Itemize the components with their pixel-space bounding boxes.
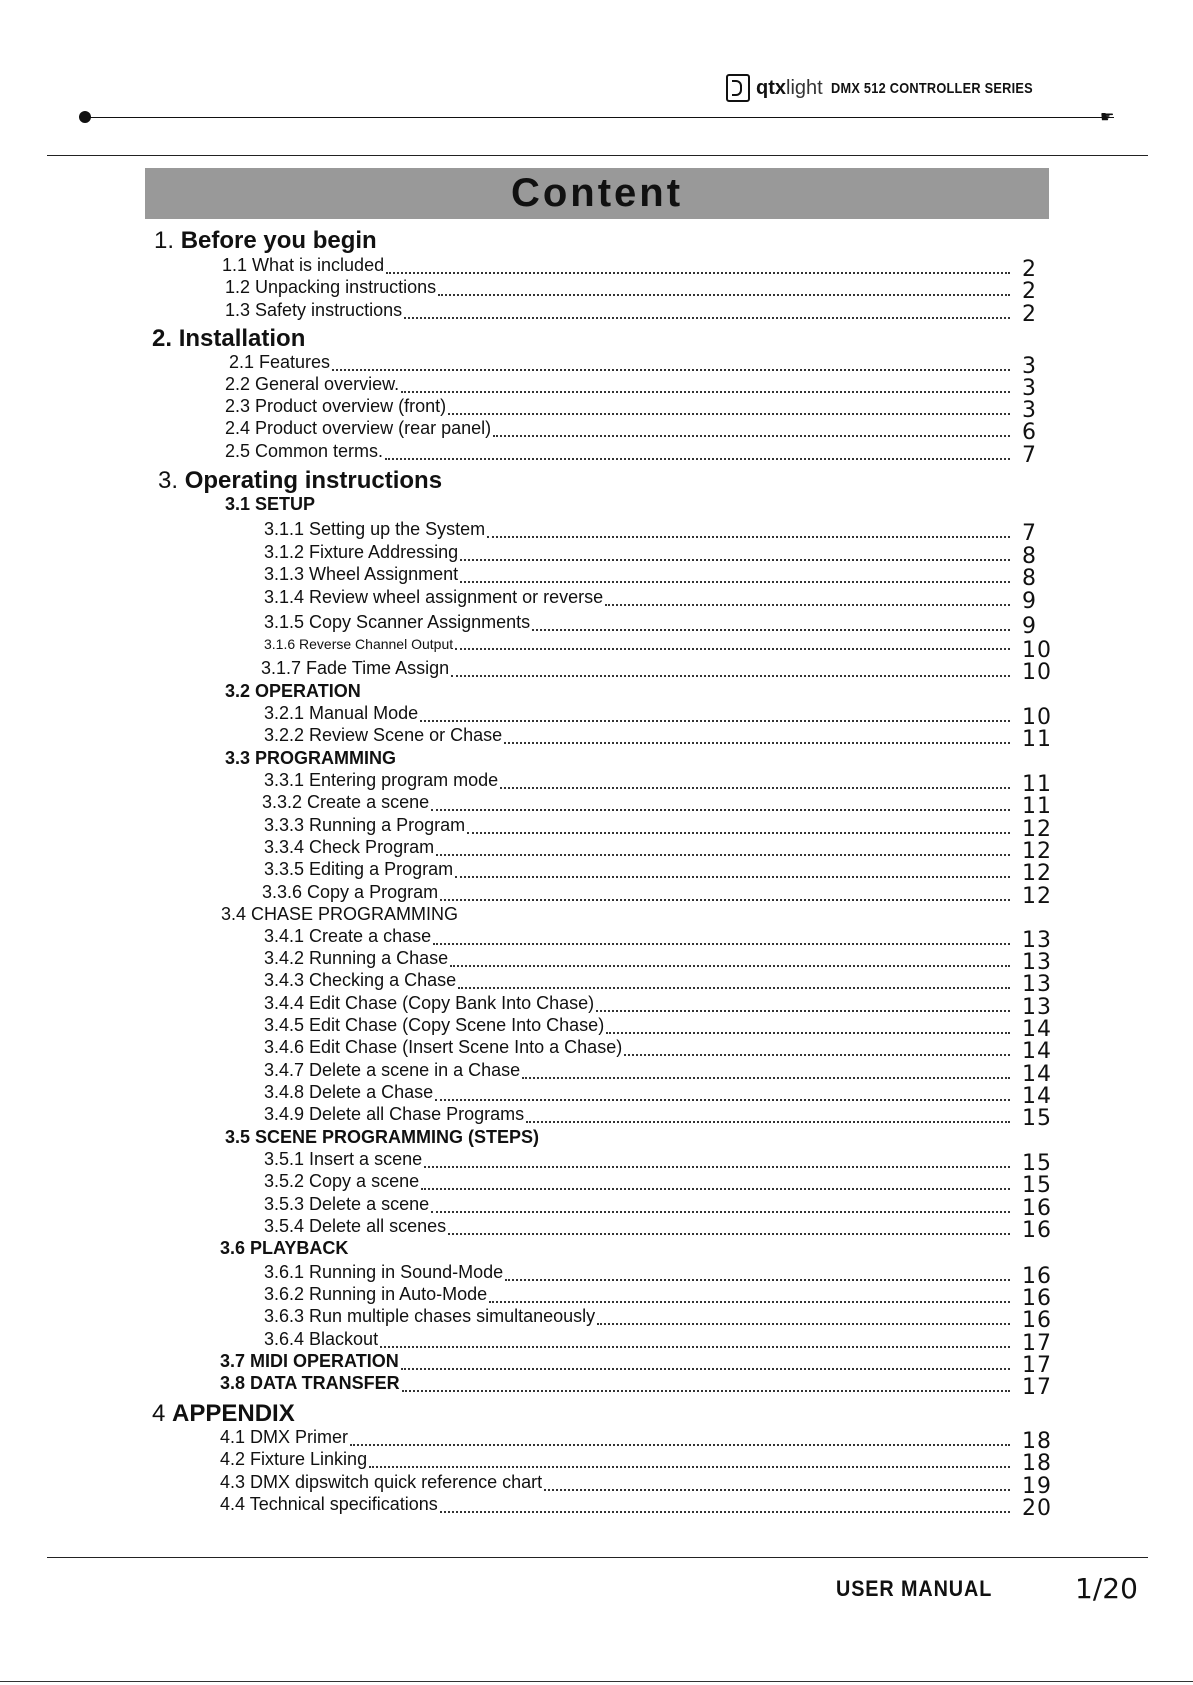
toc-dot-leader [532,629,1010,631]
toc-label: 3.1.6 Reverse Channel Output [264,636,454,652]
toc-page-number: 10 [1022,660,1052,685]
toc-dot-leader [458,987,1010,989]
toc-label: 1.2 Unpacking instructions [225,277,437,297]
toc-label: 2.4 Product overview (rear panel) [225,418,492,438]
toc-page-number: 8 [1022,544,1037,569]
toc-label: 3.3.3 Running a Program [264,815,466,835]
toc-entry [0,564,1193,591]
toc-entry [0,1194,1193,1221]
toc-label: 3.4.7 Delete a scene in a Chase [264,1060,521,1080]
toc-page-number: 12 [1022,884,1052,909]
toc-page-number: 13 [1022,928,1052,953]
toc-page-number: 10 [1022,705,1052,730]
toc-label: 3.6.2 Running in Auto-Mode [264,1284,488,1304]
toc-entry [0,441,1193,468]
toc-label: 3.4.2 Running a Chase [264,948,449,968]
toc-dot-leader [436,854,1010,856]
toc-page-number: 16 [1022,1218,1052,1243]
series-label: DMX 512 CONTROLLER SERIES [830,79,1033,97]
toc-section-title: Installation [178,325,306,352]
toc-label: 3.3.5 Editing a Program [264,859,454,879]
toc-page-number: 6 [1022,420,1037,445]
toc-page-number: 13 [1022,995,1052,1020]
toc-section-number: 2. [152,325,173,352]
toc-page-number: 13 [1022,950,1052,975]
toc-entry [0,1104,1193,1131]
toc-dot-leader [467,832,1010,834]
toc-dot-leader [440,1511,1010,1513]
toc-entry [0,227,1193,254]
toc-entry [0,325,1193,352]
toc-dot-leader [402,1390,1010,1392]
page-title: Content [510,171,684,215]
toc-entry [0,770,1193,797]
toc-dot-leader [350,1444,1010,1446]
toc-page-number: 2 [1022,279,1037,304]
toc-entry [0,1060,1193,1087]
toc-entry [0,904,1193,926]
toc-label: 2.5 Common terms. [225,441,384,461]
toc-dot-leader [448,1233,1010,1235]
toc-dot-leader [386,272,1010,274]
toc-label: 3.5.3 Delete a scene [264,1194,430,1214]
toc-label: 2.2 General overview. [225,374,400,394]
toc-entry [0,882,1193,909]
toc-page-number: 2 [1022,257,1037,282]
toc-page-number: 14 [1022,1062,1052,1087]
toc-section-title: APPENDIX [172,1400,295,1427]
toc-entry [0,725,1193,752]
toc-label: 3.8 DATA TRANSFER [220,1373,400,1393]
toc-dot-leader [597,1323,1010,1325]
toc-label: 3.4.4 Edit Chase (Copy Bank Into Chase) [264,993,595,1013]
toc-dot-leader [431,1211,1010,1213]
toc-entry [0,993,1193,1020]
toc-dot-leader [433,943,1010,945]
toc-entry [0,1329,1193,1356]
toc-dot-leader [522,1077,1010,1079]
toc-label: 3.1.5 Copy Scanner Assignments [264,612,531,632]
toc-entry [0,948,1193,975]
toc-label: 3.1.1 Setting up the System [264,519,486,539]
top-divider [47,155,1148,156]
toc-page-number: 14 [1022,1039,1052,1064]
toc-entry [0,542,1193,569]
toc-label: 3.6.4 Blackout [264,1329,379,1349]
toc-page-number: 7 [1022,521,1037,546]
toc-page-number: 19 [1022,1474,1052,1499]
toc-dot-leader [424,1166,1010,1168]
toc-dot-leader [460,559,1010,561]
toc-label: 1.1 What is included [222,255,385,275]
toc-entry [0,1171,1193,1198]
toc-dot-leader [440,899,1010,901]
toc-page-number: 9 [1022,589,1037,614]
toc-label [152,1400,295,1428]
toc-entry [0,815,1193,842]
toc-entry [0,681,1193,703]
toc-label: 2.1 Features [229,352,331,372]
toc-dot-leader [420,720,1010,722]
toc-entry [0,1238,1193,1260]
toc-page-number: 3 [1022,398,1037,423]
toc-entry [0,300,1193,327]
toc-label: 3.4 CHASE PROGRAMMING [221,904,459,924]
toc-label: 3.5.4 Delete all scenes [264,1216,447,1236]
toc-label: 3.3.6 Copy a Program [262,882,439,902]
toc-dot-leader [489,1301,1010,1303]
content-title-bar [145,168,1049,219]
toc-page-number: 16 [1022,1308,1052,1333]
page-edge-rule [0,1681,1193,1682]
toc-label: 3.3.2 Create a scene [262,792,430,812]
toc-label: 3.4.3 Checking a Chase [264,970,457,990]
toc-dot-leader [460,581,1010,583]
toc-entry [0,1494,1193,1521]
toc-label: 3.1.2 Fixture Addressing [264,542,459,562]
toc-entry [0,494,1193,516]
toc-dot-leader [526,1121,1010,1123]
toc-dot-leader [493,435,1010,437]
toc-label: 3.4.6 Edit Chase (Insert Scene Into a Chase) [264,1037,623,1057]
toc-page-number: 16 [1022,1196,1052,1221]
toc-dot-leader [455,876,1010,878]
toc-label: 3.6.3 Run multiple chases simultaneously [264,1306,596,1326]
toc-page-number: 12 [1022,817,1052,842]
toc-label: 3.7 MIDI OPERATION [220,1351,399,1371]
toc-page-number: 14 [1022,1017,1052,1042]
toc-dot-leader [606,1032,1010,1034]
toc-entry [0,703,1193,730]
toc-label: 3.2.2 Review Scene or Chase [264,725,503,745]
toc-page-number: 15 [1022,1106,1052,1131]
toc-label: 3.1 SETUP [225,494,316,514]
toc-page-number: 11 [1022,727,1052,752]
toc-entry [0,1216,1193,1243]
toc-entry [0,748,1193,770]
toc-page-number: 15 [1022,1151,1052,1176]
toc-label [152,325,305,353]
toc-entry [0,1400,1193,1427]
toc-dot-leader [421,1188,1010,1190]
toc-dot-leader [624,1054,1010,1056]
header-rule [84,117,1114,118]
toc-page-number: 20 [1022,1496,1052,1521]
toc-page-number: 17 [1022,1353,1052,1378]
toc-label: 1.3 Safety instructions [225,300,403,320]
toc-page-number: 14 [1022,1084,1052,1109]
toc-label: 3.4.8 Delete a Chase [264,1082,434,1102]
toc-label: 3.6.1 Running in Sound-Mode [264,1262,504,1282]
toc-section-number: 3. [158,467,179,494]
toc-section-title: Before you begin [180,227,377,254]
toc-entry [0,1351,1193,1378]
toc-label: 4.3 DMX dipswitch quick reference chart [220,1472,543,1492]
toc-page-number: 18 [1022,1451,1052,1476]
toc-dot-leader [332,369,1010,371]
toc-entry [0,374,1193,401]
toc-page-number: 7 [1022,443,1037,468]
toc-entry [0,277,1193,304]
toc-label: 4.1 DMX Primer [220,1427,349,1447]
toc-dot-leader [404,317,1010,319]
toc-dot-leader [448,413,1010,415]
toc-label: 4.4 Technical specifications [220,1494,438,1514]
brand-header [726,74,1068,102]
toc-section-number: 1. [154,227,175,254]
toc-page-number: 18 [1022,1429,1052,1454]
toc-entry [0,612,1193,639]
toc-dot-leader [451,675,1010,677]
toc-section-number: 4 [152,1400,166,1427]
toc-page-number: 9 [1022,614,1037,639]
toc-page-number: 8 [1022,566,1037,591]
toc-label: 3.6 PLAYBACK [220,1238,349,1258]
toc-page-number: 13 [1022,972,1052,997]
qtx-logo-icon [726,74,750,102]
toc-page-number: 15 [1022,1173,1052,1198]
toc-entry [0,1449,1193,1476]
toc-dot-leader [401,1368,1010,1370]
toc-label: 3.3 PROGRAMMING [225,748,397,768]
page-number: 1/20 [1075,1572,1138,1605]
toc-page-number: 17 [1022,1375,1052,1400]
toc-dot-leader [504,742,1010,744]
toc-label: 3.1.3 Wheel Assignment [264,564,459,584]
toc-dot-leader [605,604,1010,606]
toc-label: 3.5.2 Copy a scene [264,1171,420,1191]
toc-label: 3.5.1 Insert a scene [264,1149,423,1169]
brand-name: qtxlight [756,76,823,99]
toc-entry [0,970,1193,997]
toc-entry [0,396,1193,423]
toc-page-number: 16 [1022,1286,1052,1311]
toc-entry [0,519,1193,546]
toc-entry [0,1149,1193,1176]
toc-entry [0,1306,1193,1333]
toc-dot-leader [369,1466,1010,1468]
toc-label [158,467,442,495]
toc-dot-leader [435,1099,1010,1101]
toc-label: 3.1.7 Fade Time Assign [261,658,450,678]
toc-entry [0,255,1193,282]
toc-page-number: 12 [1022,839,1052,864]
toc-section-title: Operating instructions [184,467,443,494]
footer-label: USER MANUAL [836,1576,993,1601]
toc-label [154,227,377,255]
toc-page-number: 10 [1022,638,1052,663]
toc-page-number: 11 [1022,794,1052,819]
toc-entry [0,837,1193,864]
toc-entry [0,1127,1193,1149]
toc-dot-leader [505,1279,1010,1281]
toc-page-number: 2 [1022,302,1037,327]
toc-label: 3.1.4 Review wheel assignment or reverse [264,587,604,607]
toc-dot-leader [431,809,1010,811]
toc-label: 4.2 Fixture Linking [220,1449,368,1469]
toc-entry [0,1427,1193,1454]
toc-entry [0,587,1193,614]
toc-dot-leader [450,965,1010,967]
toc-dot-leader [438,294,1010,296]
toc-label: 3.5 SCENE PROGRAMMING (STEPS) [225,1127,540,1147]
toc-entry [0,1037,1193,1064]
pointing-hand-icon: ☛ [1100,109,1115,126]
toc-label: 2.3 Product overview (front) [225,396,447,416]
toc-entry [0,1284,1193,1311]
toc-entry [0,352,1193,379]
toc-label: 3.4.9 Delete all Chase Programs [264,1104,525,1124]
toc-entry [0,859,1193,886]
toc-entry [0,636,1193,663]
toc-dot-leader [455,648,1010,650]
toc-label: 3.3.4 Check Program [264,837,435,857]
toc-page-number: 16 [1022,1264,1052,1289]
toc-dot-leader [596,1010,1010,1012]
toc-entry [0,418,1193,445]
toc-label: 3.2.1 Manual Mode [264,703,419,723]
toc-entry [0,926,1193,953]
toc-dot-leader [385,458,1010,460]
toc-label: 3.4.1 Create a chase [264,926,432,946]
toc-dot-leader [487,536,1010,538]
toc-entry [0,792,1193,819]
toc-dot-leader [500,787,1010,789]
toc-entry [0,1262,1193,1289]
toc-page-number: 17 [1022,1331,1052,1356]
toc-entry [0,1082,1193,1109]
toc-label: 3.4.5 Edit Chase (Copy Scene Into Chase) [264,1015,605,1035]
toc-page-number: 3 [1022,354,1037,379]
toc-entry [0,658,1193,685]
toc-label: 3.2 OPERATION [225,681,361,701]
toc-dot-leader [380,1346,1010,1348]
toc-entry [0,1472,1193,1499]
toc-page-number: 3 [1022,376,1037,401]
toc-label: 3.3.1 Entering program mode [264,770,499,790]
toc-entry [0,1015,1193,1042]
toc-page-number: 11 [1022,772,1052,797]
toc-entry [0,467,1193,494]
toc-entry [0,1373,1193,1400]
bottom-divider [47,1557,1148,1558]
toc-dot-leader [544,1489,1010,1491]
toc-page-number: 12 [1022,861,1052,886]
toc-dot-leader [401,391,1010,393]
